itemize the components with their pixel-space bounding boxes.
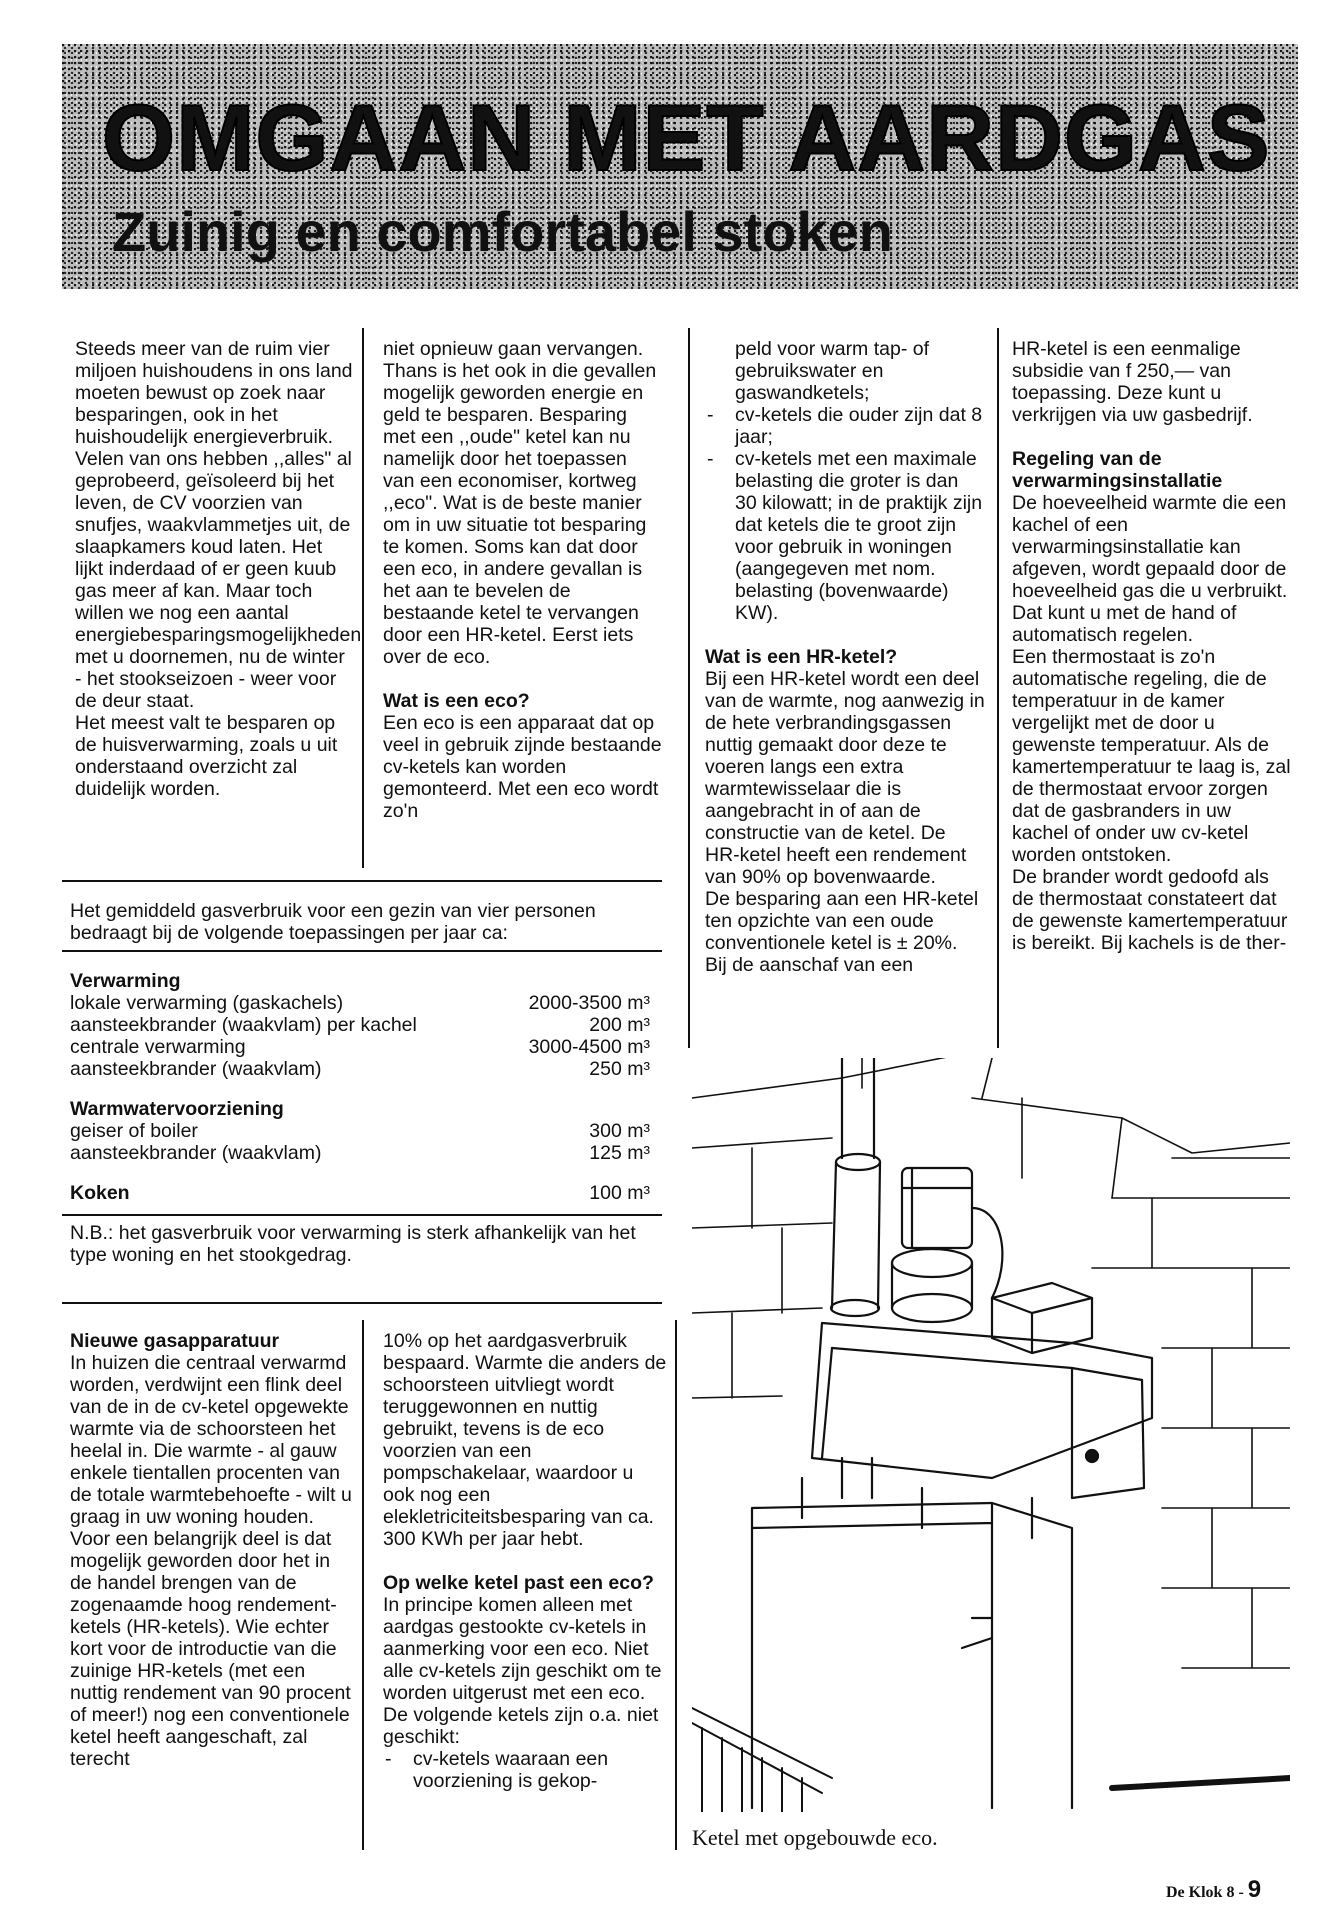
table-section [70, 970, 650, 1080]
paragraph: peld voor warm tap- of gebruikswater en gaswandketels; [735, 338, 930, 404]
heat-exchanger-housing [812, 1323, 1152, 1498]
dash-list [383, 1748, 668, 1792]
column-divider [362, 328, 364, 868]
column-divider [362, 1320, 364, 1850]
article-column-4 [1012, 338, 1292, 954]
dash-list [705, 404, 985, 624]
paragraph: De brander wordt gedoofd als de thermostaat constateert dat de gewenste kamertemperatuur is bereikt. Bij kachels is de ther- [1012, 866, 1288, 954]
table-note: N.B.: het gasverbruik voor verwarming is sterk afhankelijk van het type woning en het stookgedrag. [70, 1222, 636, 1266]
paragraph: 10% op het aardgasverbruik bespaard. Warmte die anders de schoorsteen uitvliegt wordt teruggewonnen en nuttig gebruikt, tevens is de eco voorzien van een pompschakelaar, waardoor u ook nog een elekletriciteitsbesparing van ca. 300 KWh per jaar hebt. [383, 1330, 667, 1550]
table-section-title: Verwarming [70, 970, 181, 992]
table-row [70, 1014, 650, 1036]
paragraph: De besparing aan een HR-ketel ten opzichte van een oude conventionele ketel is ± 20%. [705, 888, 979, 954]
table-row [70, 992, 650, 1014]
paragraph: De hoeveelheid warmte die een kachel of een verwarmingsinstallatie kan afgeven, wordt gepaald door de hoeveelheid gas die u verbruikt. Dat kunt u met de hand of automatisch regelen. [1012, 492, 1288, 646]
divider-line [62, 880, 662, 882]
boiler-body [752, 1458, 1072, 1808]
stair-railing [692, 1708, 832, 1812]
row-label: aansteekbrander (waakvlam) [70, 1058, 322, 1080]
row-label: aansteekbrander (waakvlam) per kachel [70, 1014, 417, 1036]
page-number: 9 [1247, 1876, 1262, 1903]
row-value: 2000-3500 m³ [528, 992, 650, 1014]
eco-motor [892, 1168, 1002, 1322]
boiler-with-eco-illustration [692, 1058, 1290, 1812]
column-divider [997, 328, 999, 1048]
table-section [70, 1098, 650, 1164]
divider-line [62, 1302, 662, 1304]
divider-line [62, 1214, 662, 1216]
row-label: lokale verwarming (gaskachels) [70, 992, 344, 1014]
paragraph: niet opnieuw gaan vervangen. Thans is het ook in die gevallen mogelijk geworden energie en geld te besparen. Besparing met een ,,oude" ketel kan nu namelijk door het toepassen van een economiser, kortweg ,,eco". Wat is de beste manier om in uw situatie tot besparing te komen. Soms kan dat door een eco, in andere gevallan is het aan te bevelen de bestaande ketel te vervangen door een HR-ketel. Eerst iets over de eco. [383, 338, 657, 668]
control-box [992, 1283, 1092, 1353]
row-value: 200 m³ [589, 1014, 650, 1036]
column-divider [675, 1320, 677, 1850]
paragraph: In huizen die centraal verwarmd worden, verdwijnt een flink deel van de in de cv-ketel opgewekte warmte via de schoorsteen het heelal in. Die warmte - al gauw enkele tientallen procenten van de totale warmtebehoefte - wilt u graag in uw woning houden. Voor een belangrijk deel is dat mogelijk geworden door het in de handel brengen van de zogenaamde hoog rendement-ketels (HR-ketels). Wie echter kort voor de introductie van die zuinige HR-ketels (met een nuttig rendement van 90 procent of meer!) nog een conventionele ketel heeft aangeschaft, zal terecht [70, 1352, 352, 1770]
page-subtitle: Zuinig en comfortabel stoken [112, 200, 893, 263]
list-item: - cv-ketels met een maximale belasting die groter is dan 30 kilowatt; in de praktijk zijn dat ketels die te groot zijn voor gebruik in woningen (aangegeven met nom. belasting (bovenwaarde) KW). [705, 448, 985, 624]
table-row [70, 1058, 650, 1080]
row-value: 300 m³ [589, 1120, 650, 1142]
paragraph: Velen van ons hebben ,,alles" al geprobeerd, geïsoleerd bij het leven, de CV voorzien van snufjes, waakvlammetjes uit, de slaapkamers koud laten. Het lijkt inderdaad of er geen kuub gas meer af kan. Maar toch willen we nog een aantal energiebesparingsmogelijkheden met u doornemen, nu de winter - het stookseizoen - weer voor de deur staat. [75, 448, 362, 712]
section-heading: Regeling van de verwarmingsinstallatie [1012, 448, 1223, 492]
footer-separator: - [1238, 1884, 1244, 1901]
article-column-3 [705, 338, 985, 976]
publication-name: De Klok 8 [1166, 1884, 1235, 1901]
article-column-1 [75, 338, 362, 800]
list-item: - cv-ketels die ouder zijn dat 8 jaar; [705, 404, 985, 448]
page-footer [1166, 1876, 1261, 1904]
paragraph: Bij de aanschaf van een [705, 954, 914, 976]
column-divider [688, 328, 690, 1048]
section-heading: Nieuwe gasapparatuur [70, 1330, 280, 1352]
section-heading: Wat is een eco? [383, 690, 530, 712]
paragraph: In principe komen alleen met aardgas gestookte cv-ketels in aanmerking voor een eco. Niet alle cv-ketels zijn geschikt om te worden uitgerust met een eco. [383, 1594, 662, 1704]
article-column-lower-1 [70, 1330, 355, 1770]
floor-shadow [1112, 1778, 1290, 1788]
paragraph: Bij een HR-ketel wordt een deel van de warmte, nog aanwezig in de hete verbrandingsgassen nuttig gemaakt door deze te voeren langs een extra warmtewisselaar die is aangebracht in of aan de constructie van de ketel. De HR-ketel heeft een rendement van 90% op bovenwaarde. [705, 668, 985, 888]
page-title: OMGAAN MET AARDGAS [102, 85, 1271, 190]
gas-usage-table [70, 900, 650, 1266]
table-section-title: Warmwatervoorziening [70, 1098, 284, 1120]
paragraph: Een thermostaat is zo'n automatische regeling, die de temperatuur in de kamer vergelijkt met de door u gewenste temperatuur. Als de kamertemperatuur te laag is, zal de thermostaat ervoor zorgen dat de gasbranders in uw kachel of onder uw cv-ketel worden ontstoken. [1012, 646, 1291, 866]
table-row [70, 1142, 650, 1164]
article-column-lower-2 [383, 1330, 668, 1792]
row-label: aansteekbrander (waakvlam) [70, 1142, 322, 1164]
paragraph: De volgende ketels zijn o.a. niet geschikt: [383, 1704, 659, 1748]
figure-caption: Ketel met opgebouwde eco. [692, 1825, 938, 1850]
table-section-title: Koken [70, 1182, 130, 1204]
row-value: 100 m³ [589, 1182, 650, 1204]
article-column-2 [383, 338, 663, 822]
paragraph: HR-ketel is een eenmalige subsidie van f 250,— van toepassing. Deze kunt u verkrijgen via uw gasbedrijf. [1012, 338, 1253, 426]
row-label: geiser of boiler [70, 1120, 198, 1142]
row-value: 125 m³ [589, 1142, 650, 1164]
row-label: centrale verwarming [70, 1036, 246, 1058]
table-row [70, 1036, 650, 1058]
row-value: 3000-4500 m³ [528, 1036, 650, 1058]
divider-line [62, 950, 662, 952]
flue-pipe [831, 1058, 880, 1316]
list-item: - cv-ketels waaraan een voorziening is gekop- [383, 1748, 668, 1792]
section-heading: Wat is een HR-ketel? [705, 646, 898, 668]
table-row [70, 1182, 650, 1204]
header-banner [62, 44, 1298, 289]
row-value: 250 m³ [589, 1058, 650, 1080]
paragraph: Steeds meer van de ruim vier miljoen huishoudens in ons land moeten bewust op zoek naar besparingen, ook in het huishoudelijk energieverbruik. [75, 338, 353, 448]
paragraph: Een eco is een apparaat dat op veel in gebruik zijnde bestaande cv-ketels kan worden gemonteerd. Met een eco wordt zo'n [383, 712, 662, 822]
table-intro: Het gemiddeld gasverbruik voor een gezin van vier personen bedraagt bij de volgende toepassingen per jaar ca: [70, 900, 596, 944]
paragraph: Het meest valt te besparen op de huisverwarming, zoals u uit onderstaand overzicht zal duidelijk worden. [75, 712, 338, 800]
table-row [70, 1120, 650, 1142]
section-heading: Op welke ketel past een eco? [383, 1572, 654, 1594]
